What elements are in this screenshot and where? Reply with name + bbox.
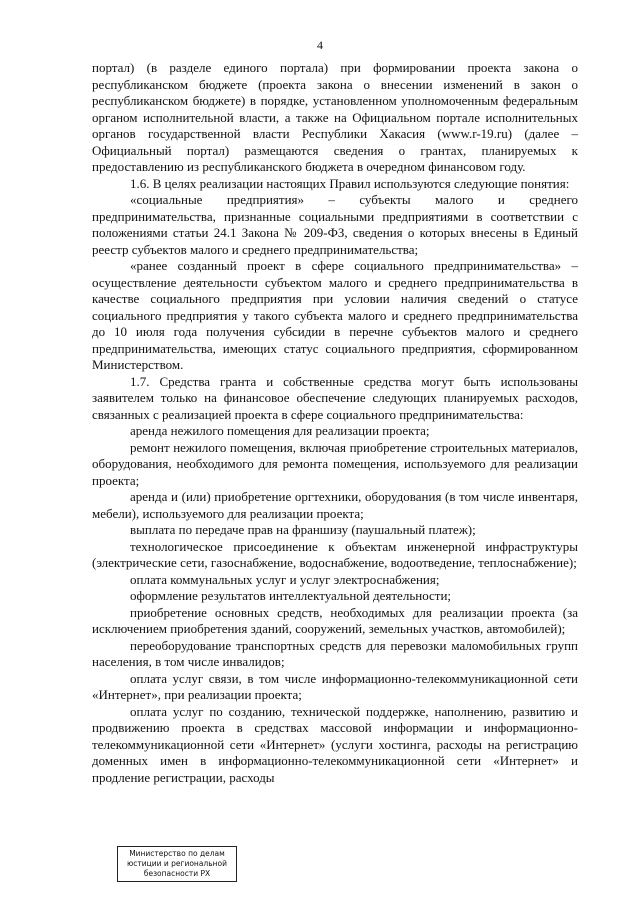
paragraph: технологическое присоединение к объектам инженерной инфраструктуры (электрические сети, газоснабжение, водоснабжение, водоотведение, теплоснабжение);: [92, 538, 578, 570]
stamp-line: безопасности РХ: [143, 869, 211, 878]
paragraph: выплата по передаче прав на франшизу (паушальный платеж);: [130, 522, 476, 537]
paragraph: оплата услуг связи, в том числе информационно-телекоммуникационной сети «Интернет», при реализации проекта;: [92, 670, 578, 702]
paragraph: портал) (в разделе единого портала) при формировании проекта закона о республиканском бюджете (проекта закона о внесении изменений в закон о республиканском бюджете) в порядке, установленном уполномоченным федеральным органом исполнительной власти, а также на Официальном портале исполнительных органов государственной власти Республики Хакасия (www.r-19.ru) (далее – Официальный портал) размещаются сведения о грантах, планируемых к предоставлению из республиканского бюджета в очередном финансовом году.: [92, 60, 578, 174]
paragraph: переоборудование транспортных средств для перевозки маломобильных групп населения, в том числе инвалидов;: [92, 637, 578, 669]
paragraph: оформление результатов интеллектуальной деятельности;: [130, 588, 452, 603]
page-number: 4: [317, 38, 323, 52]
paragraph: 1.7. Средства гранта и собственные средства могут быть использованы заявителем только на финансовое обеспечение следующих планируемых расходов, связанных с реализацией проекта в сфере социального предпринимательства:: [92, 373, 578, 422]
stamp-line: Министерство по делам: [129, 849, 225, 858]
paragraph: «социальные предприятия» – субъекты малого и среднего предпринимательства, признанные социальными предприятиями в соответствии с положениями статьи 24.1 Закона № 209-ФЗ, сведения о которых внесены в Единый реестр субъектов малого и среднего предпринимательства;: [92, 192, 578, 257]
document-body: [92, 60, 578, 786]
paragraph: оплата коммунальных услуг и услуг электроснабжения;: [130, 571, 440, 587]
ministry-stamp: [117, 846, 237, 882]
stamp-line: юстиции и региональной: [126, 859, 228, 868]
paragraph: аренда нежилого помещения для реализации проекта;: [130, 423, 430, 438]
paragraph: аренда и (или) приобретение оргтехники, оборудования (в том числе инвентаря, мебели), используемого для реализации проекта;: [92, 489, 578, 521]
paragraph: ремонт нежилого помещения, включая приобретение строительных материалов, оборудования, необходимого для ремонта помещения, используемого для реализации проекта;: [92, 439, 578, 488]
paragraph: «ранее созданный проект в сфере социального предпринимательства» – осуществление деятельности субъектом малого и среднего предпринимательства в качестве социального предприятия при условии наличия сведений о статусе социального предприятия у такого субъекта малого и среднего предпринимательства до 10 июля года получения субсидии в перечне субъектов малого и среднего предпринимательства, имеющих статус социального предприятия, сформированном Министерством.: [92, 258, 578, 372]
paragraph: оплата услуг по созданию, технической поддержке, наполнению, развитию и продвижению проекта в средствах массовой информации и информационно-телекоммуникационной сети «Интернет» (услуги хостинга, расходы на регистрацию доменных имен в информационно-телекоммуникационной сети «Интернет» и продление регистрации, расходы: [92, 703, 578, 785]
paragraph: 1.6. В целях реализации настоящих Правил используются следующие понятия:: [130, 175, 570, 191]
paragraph: приобретение основных средств, необходимых для реализации проекта (за исключением приобретения зданий, сооружений, земельных участков, автомобилей);: [92, 604, 578, 636]
